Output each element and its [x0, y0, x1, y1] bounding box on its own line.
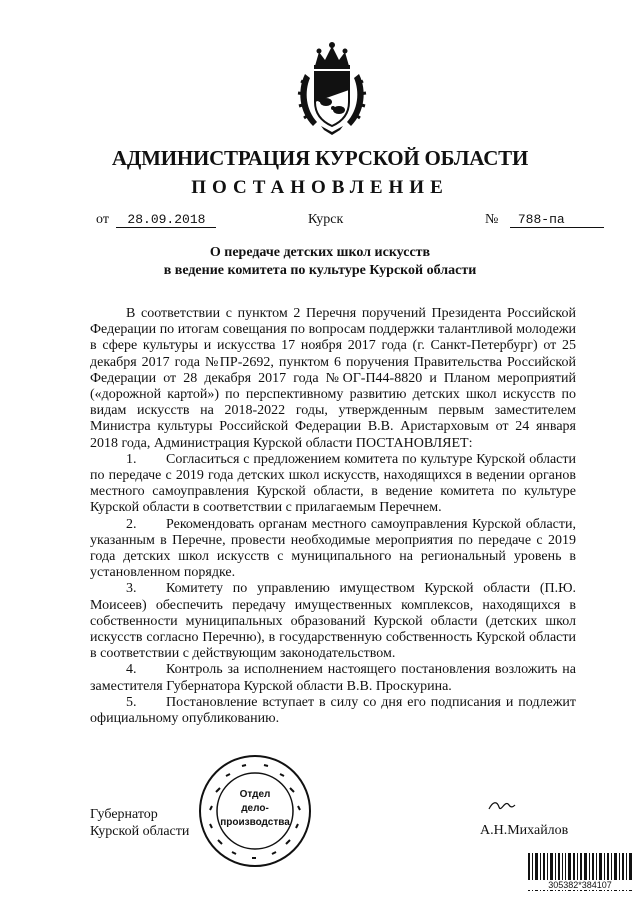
- item-number: 2.: [126, 516, 137, 532]
- item-text: Согласиться с предложением комитета по культуре Курской области по передаче с 2019 года детских школ искусств, находящихся в ведении органов местного самоуправления Курской области, в ведение комитета по культуре Курской области в соответствии с прилагаемым Перечнем.: [90, 451, 576, 516]
- list-item: [90, 581, 576, 662]
- item-text: Постановление вступает в силу со дня его подписания и подлежит официальному опубликованию.: [90, 694, 576, 727]
- date-value: 28.09.2018: [116, 212, 216, 228]
- number-value: 788-па: [510, 212, 604, 228]
- coat-of-arms-emblem: [293, 40, 371, 136]
- item-number: 5.: [126, 694, 137, 710]
- stamp-line-1: Отдел: [239, 789, 271, 800]
- document-number: [485, 212, 604, 228]
- intro-paragraph: В соответствии с пунктом 2 Перечня поручений Президента Российской Федерации по итогам совещания по вопросам поддержки талантливой молодежи в сфере культуры и искусства 17 ноября 2017 года (г. Санкт-Петербург) от 25 декабря 2017 года №ПР-2692, пунктом 6 поручения Правительства Российской Федерации от 28 декабря 2017 года №ОГ-П44-8820 и Планом мероприятий («дорожной картой») по перспективному развитию детских школ искусств по видам искусств на 2018-2022 годы, утвержденным первым заместителем Министра культуры Российской Федерации В.В. Аристарховым от 24 января 2018 года, Администрация Курской области ПОСТАНОВЛЯЕТ:: [90, 306, 576, 451]
- document-body: [90, 306, 576, 727]
- list-item: [90, 695, 576, 727]
- item-text: Рекомендовать органам местного самоуправления Курской области, указанным в Перечне, провести необходимые мероприятия по передаче с 2019 года детских школ искусств с муниципального на региональный уровень в установленном порядке.: [90, 516, 576, 581]
- document-city: Курск: [308, 212, 344, 227]
- heading-line-2: в ведение комитета по культуре Курской области: [163, 263, 477, 278]
- heading-line-1: О передаче детских школ искусств: [209, 245, 431, 260]
- handwritten-signature-icon: [487, 795, 517, 815]
- list-item: [90, 517, 576, 582]
- item-number: 3.: [126, 581, 137, 597]
- position-line-1: Губернатор: [90, 807, 158, 822]
- item-text: Комитету по управлению имуществом Курской области (П.Ю. Моисеев) обеспечить передачу имущественных комплексов, находящихся в собственности муниципальных образований Курской области (детских школ искусств согласно Перечню), в государственную собственность Курской области в соответствии с действующим законодательством.: [90, 581, 576, 662]
- list-item: [90, 662, 576, 694]
- document-heading: [0, 244, 640, 280]
- barcode-number: 305382*384107: [526, 880, 634, 890]
- list-item: [90, 452, 576, 517]
- number-label: №: [485, 212, 499, 227]
- office-stamp: [196, 752, 314, 870]
- organization-title: АДМИНИСТРАЦИЯ КУРСКОЙ ОБЛАСТИ: [111, 146, 529, 170]
- stamp-text: [196, 788, 314, 830]
- stamp-line-3: производства: [220, 817, 290, 828]
- signatory-name: А.Н.Михайлов: [480, 823, 569, 838]
- document-date: [96, 212, 216, 228]
- signatory-position: [90, 806, 189, 840]
- stamp-line-2: дело-: [241, 803, 269, 814]
- position-line-2: Курской области: [90, 824, 190, 839]
- document-type-title: ПОСТАНОВЛЕНИЕ: [191, 177, 449, 198]
- date-label: от: [96, 212, 109, 227]
- item-text: Контроль за исполнением настоящего постановления возложить на заместителя Губернатора Курской области В.В. Проскурина.: [90, 662, 576, 694]
- item-number: 1.: [126, 451, 137, 467]
- item-number: 4.: [126, 662, 137, 678]
